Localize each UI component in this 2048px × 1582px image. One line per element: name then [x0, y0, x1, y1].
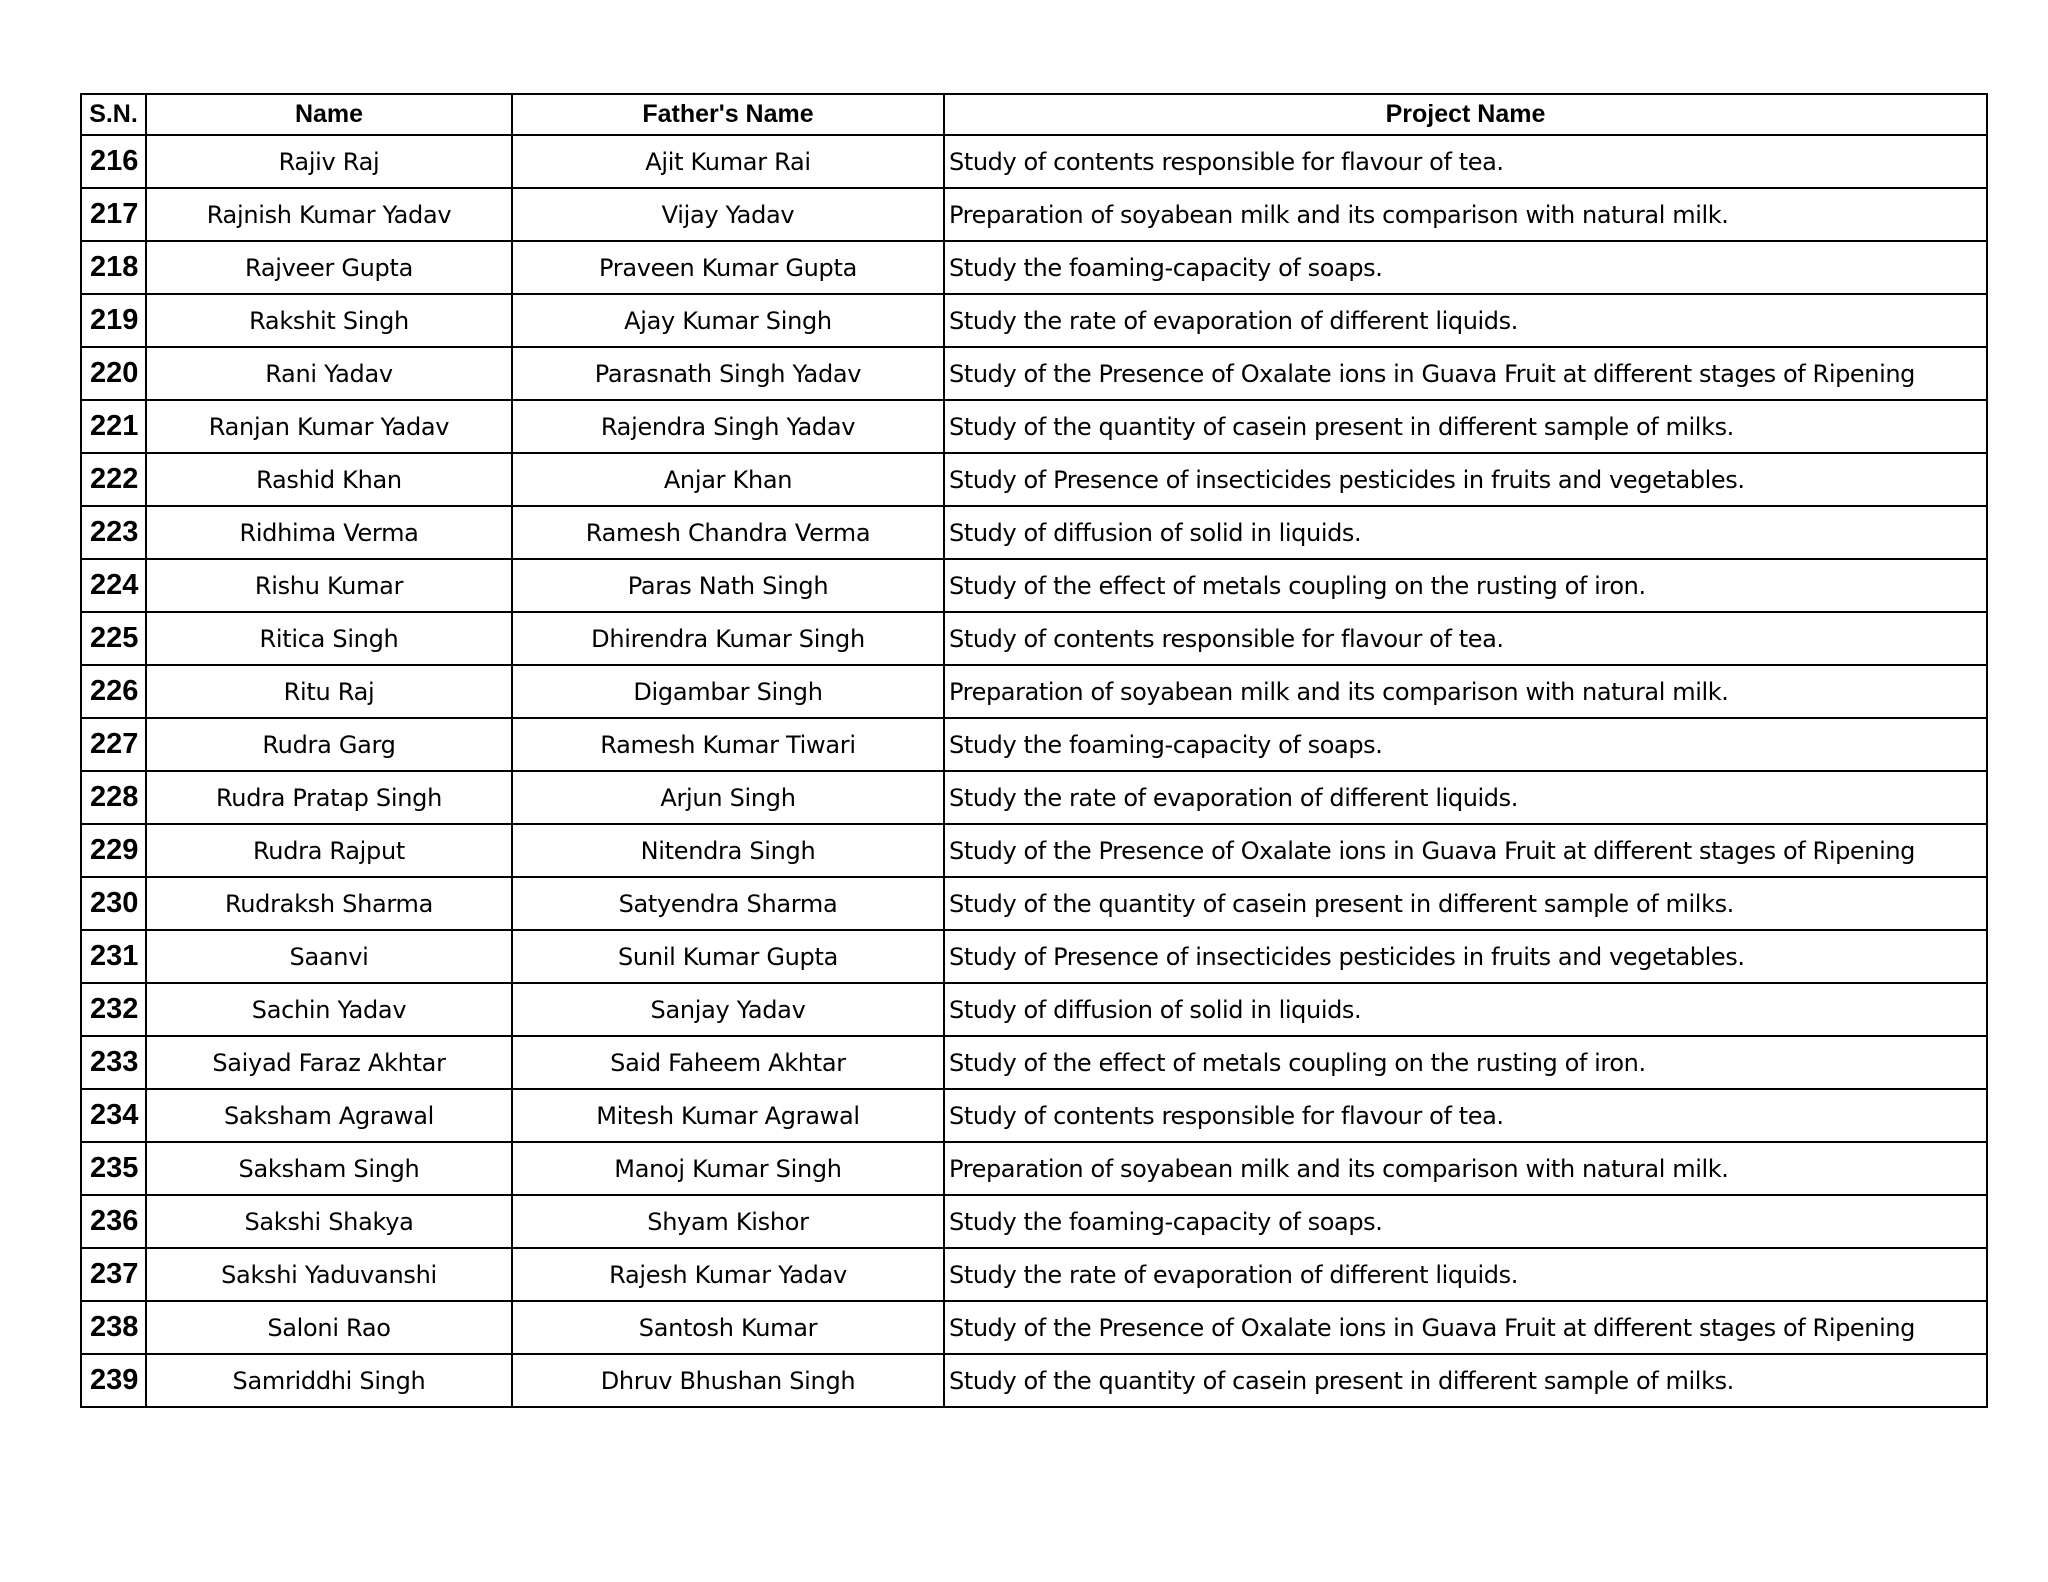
cell-project-name: Study of the quantity of casein present in different sample of milks. — [944, 877, 1987, 930]
cell-father-name: Dhruv Bhushan Singh — [512, 1354, 944, 1407]
header-name: Name — [146, 94, 512, 135]
cell-name: Ranjan Kumar Yadav — [146, 400, 512, 453]
table-row — [81, 1354, 1987, 1407]
table-row — [81, 1036, 1987, 1089]
cell-father-name: Parasnath Singh Yadav — [512, 347, 944, 400]
cell-father-name: Ajit Kumar Rai — [512, 135, 944, 188]
table-row — [81, 559, 1987, 612]
cell-father-name: Rajesh Kumar Yadav — [512, 1248, 944, 1301]
cell-project-name: Study the rate of evaporation of different liquids. — [944, 771, 1987, 824]
cell-sn: 233 — [81, 1036, 146, 1089]
cell-sn: 216 — [81, 135, 146, 188]
cell-father-name: Digambar Singh — [512, 665, 944, 718]
cell-father-name: Ajay Kumar Singh — [512, 294, 944, 347]
header-project-name: Project Name — [944, 94, 1987, 135]
cell-name: Sakshi Yaduvanshi — [146, 1248, 512, 1301]
cell-father-name: Ramesh Chandra Verma — [512, 506, 944, 559]
cell-sn: 232 — [81, 983, 146, 1036]
cell-sn: 221 — [81, 400, 146, 453]
cell-sn: 238 — [81, 1301, 146, 1354]
cell-project-name: Study of diffusion of solid in liquids. — [944, 506, 1987, 559]
table-header — [81, 94, 1987, 135]
header-row — [81, 94, 1987, 135]
cell-project-name: Study of the effect of metals coupling on the rusting of iron. — [944, 1036, 1987, 1089]
cell-sn: 218 — [81, 241, 146, 294]
cell-sn: 228 — [81, 771, 146, 824]
table-row — [81, 294, 1987, 347]
cell-project-name: Study of diffusion of solid in liquids. — [944, 983, 1987, 1036]
cell-sn: 235 — [81, 1142, 146, 1195]
cell-project-name: Preparation of soyabean milk and its comparison with natural milk. — [944, 1142, 1987, 1195]
cell-project-name: Study of contents responsible for flavour of tea. — [944, 1089, 1987, 1142]
cell-father-name: Vijay Yadav — [512, 188, 944, 241]
cell-sn: 227 — [81, 718, 146, 771]
cell-father-name: Manoj Kumar Singh — [512, 1142, 944, 1195]
cell-project-name: Preparation of soyabean milk and its comparison with natural milk. — [944, 665, 1987, 718]
cell-name: Rishu Kumar — [146, 559, 512, 612]
table-row — [81, 718, 1987, 771]
cell-name: Saiyad Faraz Akhtar — [146, 1036, 512, 1089]
cell-name: Samriddhi Singh — [146, 1354, 512, 1407]
cell-father-name: Shyam Kishor — [512, 1195, 944, 1248]
cell-sn: 223 — [81, 506, 146, 559]
table-row — [81, 1301, 1987, 1354]
table-row — [81, 824, 1987, 877]
cell-father-name: Rajendra Singh Yadav — [512, 400, 944, 453]
cell-project-name: Study of the Presence of Oxalate ions in Guava Fruit at different stages of Ripening — [944, 1301, 1987, 1354]
cell-father-name: Praveen Kumar Gupta — [512, 241, 944, 294]
cell-sn: 231 — [81, 930, 146, 983]
cell-name: Ritu Raj — [146, 665, 512, 718]
cell-father-name: Said Faheem Akhtar — [512, 1036, 944, 1089]
cell-father-name: Nitendra Singh — [512, 824, 944, 877]
table-row — [81, 400, 1987, 453]
student-project-table — [80, 93, 1988, 1408]
cell-project-name: Study of contents responsible for flavour of tea. — [944, 612, 1987, 665]
cell-project-name: Study of the Presence of Oxalate ions in Guava Fruit at different stages of Ripening — [944, 347, 1987, 400]
cell-name: Rudra Pratap Singh — [146, 771, 512, 824]
header-father-name: Father's Name — [512, 94, 944, 135]
cell-project-name: Study of contents responsible for flavour of tea. — [944, 135, 1987, 188]
cell-name: Rakshit Singh — [146, 294, 512, 347]
cell-father-name: Dhirendra Kumar Singh — [512, 612, 944, 665]
cell-sn: 237 — [81, 1248, 146, 1301]
table-row — [81, 1248, 1987, 1301]
table-body — [81, 135, 1987, 1407]
cell-project-name: Study the rate of evaporation of different liquids. — [944, 1248, 1987, 1301]
cell-name: Rajiv Raj — [146, 135, 512, 188]
cell-sn: 226 — [81, 665, 146, 718]
table-row — [81, 1142, 1987, 1195]
cell-sn: 224 — [81, 559, 146, 612]
cell-name: Rudra Rajput — [146, 824, 512, 877]
cell-name: Saksham Agrawal — [146, 1089, 512, 1142]
cell-name: Saloni Rao — [146, 1301, 512, 1354]
table-row — [81, 930, 1987, 983]
table-row — [81, 771, 1987, 824]
table-row — [81, 453, 1987, 506]
cell-father-name: Satyendra Sharma — [512, 877, 944, 930]
cell-sn: 229 — [81, 824, 146, 877]
cell-father-name: Anjar Khan — [512, 453, 944, 506]
cell-sn: 225 — [81, 612, 146, 665]
cell-project-name: Study of the Presence of Oxalate ions in Guava Fruit at different stages of Ripening — [944, 824, 1987, 877]
table-row — [81, 877, 1987, 930]
cell-father-name: Paras Nath Singh — [512, 559, 944, 612]
cell-sn: 236 — [81, 1195, 146, 1248]
cell-name: Ritica Singh — [146, 612, 512, 665]
cell-sn: 239 — [81, 1354, 146, 1407]
table-row — [81, 1089, 1987, 1142]
cell-project-name: Study the foaming-capacity of soaps. — [944, 1195, 1987, 1248]
cell-sn: 219 — [81, 294, 146, 347]
cell-sn: 222 — [81, 453, 146, 506]
cell-name: Sakshi Shakya — [146, 1195, 512, 1248]
cell-father-name: Ramesh Kumar Tiwari — [512, 718, 944, 771]
cell-project-name: Study of Presence of insecticides pesticides in fruits and vegetables. — [944, 930, 1987, 983]
table-row — [81, 135, 1987, 188]
cell-project-name: Study of the quantity of casein present in different sample of milks. — [944, 400, 1987, 453]
cell-father-name: Sunil Kumar Gupta — [512, 930, 944, 983]
cell-name: Rudra Garg — [146, 718, 512, 771]
table-row — [81, 347, 1987, 400]
cell-name: Rashid Khan — [146, 453, 512, 506]
cell-name: Rani Yadav — [146, 347, 512, 400]
table-row — [81, 612, 1987, 665]
cell-project-name: Preparation of soyabean milk and its comparison with natural milk. — [944, 188, 1987, 241]
table-row — [81, 188, 1987, 241]
cell-father-name: Arjun Singh — [512, 771, 944, 824]
cell-name: Saanvi — [146, 930, 512, 983]
cell-name: Rajveer Gupta — [146, 241, 512, 294]
table-row — [81, 1195, 1987, 1248]
cell-name: Ridhima Verma — [146, 506, 512, 559]
cell-name: Saksham Singh — [146, 1142, 512, 1195]
table-row — [81, 665, 1987, 718]
table-row — [81, 506, 1987, 559]
cell-sn: 217 — [81, 188, 146, 241]
cell-project-name: Study of the effect of metals coupling on the rusting of iron. — [944, 559, 1987, 612]
cell-sn: 230 — [81, 877, 146, 930]
cell-father-name: Mitesh Kumar Agrawal — [512, 1089, 944, 1142]
cell-father-name: Sanjay Yadav — [512, 983, 944, 1036]
cell-name: Sachin Yadav — [146, 983, 512, 1036]
cell-sn: 220 — [81, 347, 146, 400]
cell-project-name: Study the rate of evaporation of different liquids. — [944, 294, 1987, 347]
cell-name: Rajnish Kumar Yadav — [146, 188, 512, 241]
cell-project-name: Study of Presence of insecticides pesticides in fruits and vegetables. — [944, 453, 1987, 506]
header-sn: S.N. — [81, 94, 146, 135]
table-row — [81, 983, 1987, 1036]
cell-name: Rudraksh Sharma — [146, 877, 512, 930]
cell-project-name: Study the foaming-capacity of soaps. — [944, 718, 1987, 771]
cell-project-name: Study the foaming-capacity of soaps. — [944, 241, 1987, 294]
table-row — [81, 241, 1987, 294]
cell-father-name: Santosh Kumar — [512, 1301, 944, 1354]
cell-sn: 234 — [81, 1089, 146, 1142]
cell-project-name: Study of the quantity of casein present in different sample of milks. — [944, 1354, 1987, 1407]
